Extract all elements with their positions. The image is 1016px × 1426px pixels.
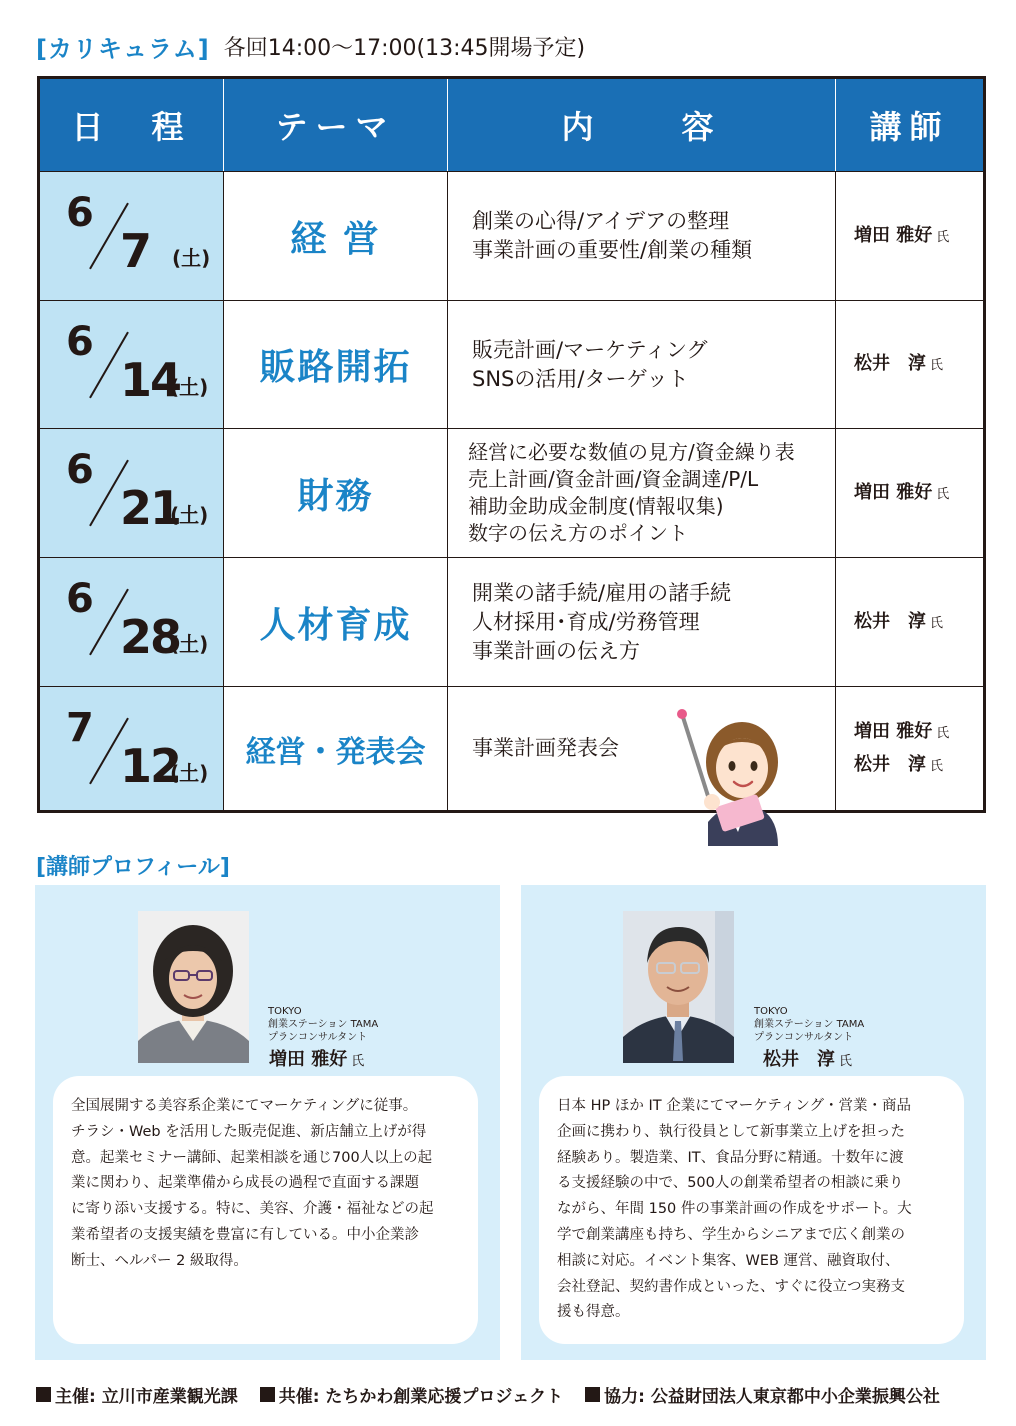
theme-cell	[224, 558, 448, 686]
bio-line: 意。起業セミナー講師、起業相談を通じ700人以上の起	[71, 1149, 433, 1166]
table-row	[40, 300, 983, 428]
date-month: 6	[66, 447, 94, 493]
curriculum-header	[36, 26, 585, 66]
footer-cosponsor: 共催: たちかわ創業応援プロジェクト	[260, 1382, 563, 1407]
bio-line: ながら、年間 150 件の事業計画の作成をサポート。大	[557, 1201, 912, 1218]
content-line: 事業計画発表会	[472, 736, 619, 760]
schedule-table	[37, 76, 986, 813]
teacher-illustration	[668, 702, 782, 846]
theme-cell	[224, 301, 448, 428]
content-cell	[448, 172, 836, 300]
date-cell	[40, 172, 224, 300]
date-weekday: (土)	[170, 375, 209, 399]
footer-cooperation: 協力: 公益財団法人東京都中小企業振興公社	[585, 1382, 940, 1407]
content-line: 人材採用･育成/労務管理	[472, 609, 700, 634]
theme-cell	[224, 687, 448, 810]
lecturer-name: 増田 雅好 氏	[854, 224, 950, 246]
header-lecturer: 講師	[869, 108, 950, 146]
black-square-icon	[585, 1387, 600, 1402]
footer-organizer: 主催: 立川市産業観光課	[36, 1382, 238, 1407]
content-line: 経営に必要な数値の見方/資金繰り表	[468, 440, 795, 464]
lecturer-cell	[836, 687, 983, 810]
date-day: 7	[120, 224, 151, 278]
profile-title: [講師プロフィール]	[36, 855, 230, 880]
date-weekday: (土)	[170, 503, 209, 527]
header-theme: テーマ	[275, 108, 396, 146]
content-line: 数字の伝え方のポイント	[468, 521, 688, 545]
table-row	[40, 557, 983, 686]
theme-text: 経 営	[290, 218, 381, 260]
profile-org: TOKYO 創業ステーション TAMA プランコンサルタント	[268, 1006, 379, 1043]
lecturer-name: 増田 雅好 氏	[854, 720, 950, 742]
date-cell	[40, 687, 224, 810]
bio-line: 全国展開する美容系企業にてマーケティングに従事。	[71, 1098, 418, 1114]
profile-bio	[539, 1076, 964, 1344]
theme-text: 財務	[297, 475, 374, 517]
content-line: SNSの活用/ターゲット	[472, 366, 689, 391]
content-line: 事業計画の重要性/創業の種類	[472, 238, 753, 262]
date-day: 12	[120, 739, 181, 793]
date-weekday: (土)	[170, 761, 209, 785]
bio-line: 企画に携わり、執行役員として新事業立上げを担った	[557, 1123, 905, 1140]
lecturer-name: 松井 淳 氏	[854, 610, 944, 632]
bio-line: る支援経験の中で、500人の創業希望者の相談に乗り	[557, 1175, 904, 1192]
lecturer-cell	[836, 429, 983, 557]
bio-line: 会社登記、契約書作成といった、すぐに役立つ実務支	[557, 1278, 905, 1295]
content-cell	[448, 558, 836, 686]
bio-line: 業に関わり、起業準備から成長の過程で直面する課題	[71, 1175, 419, 1192]
content-line: 開業の諸手続/雇用の諸手続	[472, 580, 732, 605]
table-header-row	[40, 79, 983, 171]
header-content: 内 容	[561, 108, 722, 146]
date-day: 28	[120, 610, 181, 664]
header-cell-lecturer	[836, 79, 983, 171]
black-square-icon	[260, 1387, 275, 1402]
date-cell	[40, 558, 224, 686]
content-line: 補助金助成金制度(情報収集)	[468, 494, 724, 518]
bio-line: 業希望者の支援実績を豊富に有している。中小企業診	[71, 1226, 419, 1243]
bio-line: 経験あり。製造業、IT、食品分野に精通。十数年に渡	[557, 1149, 904, 1166]
curriculum-time-note: 各回14:00〜17:00(13:45開場予定)	[223, 35, 586, 61]
lecturer-name: 増田 雅好 氏	[854, 481, 950, 503]
profile-bio	[53, 1076, 478, 1344]
date-day: 21	[120, 481, 181, 535]
bio-line: 断士、ヘルパー 2 級取得。	[71, 1252, 248, 1269]
bio-line: 学で創業講座も持ち、学生からシニアまで広く創業の	[557, 1226, 905, 1243]
table-row	[40, 686, 983, 810]
footer	[36, 1382, 962, 1407]
header-cell-date	[40, 79, 224, 171]
profile-org: TOKYO 創業ステーション TAMA プランコンサルタント	[754, 1006, 865, 1043]
table-row	[40, 428, 983, 557]
profile-name: 松井 淳 氏	[763, 1049, 853, 1070]
theme-cell	[224, 172, 448, 300]
content-line: 販売計画/マーケティング	[472, 337, 708, 362]
bio-line: に寄り添い支援する。特に、美容、介護・福祉などの起	[71, 1201, 434, 1218]
lecturer-cell	[836, 301, 983, 428]
date-month: 6	[66, 190, 94, 236]
curriculum-label: [カリキュラム]	[36, 34, 210, 63]
date-cell	[40, 429, 224, 557]
profile-panel-masuda	[35, 885, 500, 1360]
date-month: 6	[66, 319, 94, 365]
date-month: 6	[66, 576, 94, 622]
black-square-icon	[36, 1387, 51, 1402]
theme-text: 経営・発表会	[245, 734, 426, 770]
bio-line: 日本 HP ほか IT 企業にてマーケティング・営業・商品	[557, 1098, 911, 1114]
bio-line: チラシ・Web を活用した販売促進、新店舗立上げが得	[71, 1123, 427, 1140]
theme-cell	[224, 429, 448, 557]
theme-text: 販路開拓	[259, 347, 412, 388]
date-weekday: (土)	[170, 632, 209, 656]
content-line: 事業計画の伝え方	[472, 638, 640, 663]
date-month: 7	[66, 705, 94, 751]
lecturer-photo-matsui	[623, 911, 734, 1063]
header-date: 日 程	[71, 108, 192, 146]
lecturer-cell	[836, 172, 983, 300]
profile-name: 増田 雅好 氏	[269, 1049, 365, 1070]
bio-line: 援も得意。	[557, 1304, 630, 1321]
date-cell	[40, 301, 224, 428]
content-line: 売上計画/資金計画/資金調達/P/L	[468, 467, 759, 491]
lecturer-name: 松井 淳 氏	[854, 753, 944, 775]
theme-text: 人材育成	[259, 604, 412, 646]
table-row	[40, 171, 983, 300]
profile-panel-matsui	[521, 885, 986, 1360]
bio-line: 相談に対応。イベント集客、WEB 運営、融資取付、	[557, 1252, 900, 1269]
lecturer-cell	[836, 558, 983, 686]
date-day: 14	[120, 353, 181, 407]
lecturer-name: 松井 淳 氏	[854, 353, 944, 374]
header-cell-theme	[224, 79, 448, 171]
date-weekday: (土)	[172, 246, 211, 270]
content-line: 創業の心得/アイデアの整理	[472, 209, 730, 233]
header-cell-content	[448, 79, 836, 171]
lecturer-photo-masuda	[138, 911, 249, 1063]
content-cell	[448, 301, 836, 428]
content-cell	[448, 429, 836, 557]
